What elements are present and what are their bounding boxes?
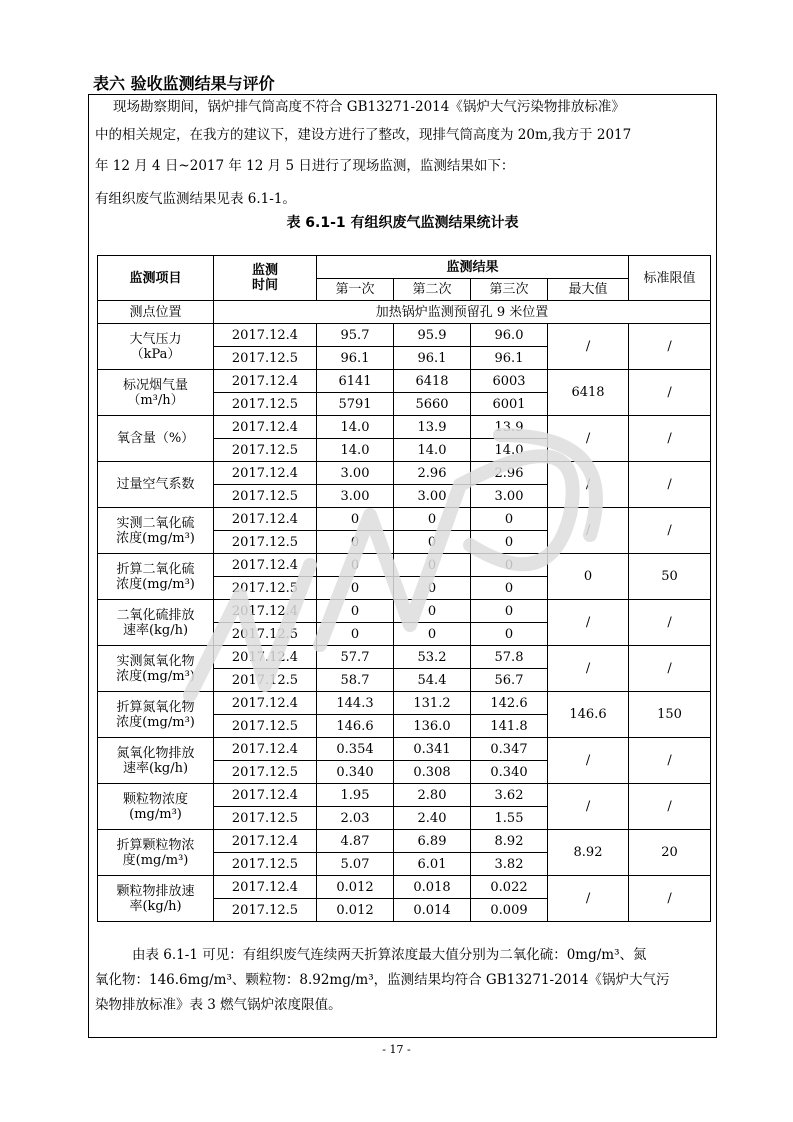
value-cell: 0	[394, 554, 471, 577]
header-results: 监测结果	[317, 256, 629, 279]
row-item-line-1: 氧含量（%）	[116, 431, 195, 446]
standard-cell: /	[629, 738, 711, 784]
date-cell: 2017.12.5	[214, 807, 317, 830]
value-cell: 0.014	[394, 899, 471, 922]
value-cell: 0	[394, 531, 471, 554]
max-cell: /	[548, 324, 629, 370]
header-item: 监测项目	[98, 256, 214, 301]
table-row	[98, 830, 711, 853]
date-cell: 2017.12.4	[214, 508, 317, 531]
value-cell: 6001	[471, 393, 548, 416]
max-cell: /	[548, 508, 629, 554]
date-cell: 2017.12.5	[214, 439, 317, 462]
standard-cell: /	[629, 600, 711, 646]
row-item-line-2: 速率(kg/h)	[122, 622, 189, 638]
standard-cell: 50	[629, 554, 711, 600]
value-cell: 142.6	[471, 692, 548, 715]
value-cell: 0	[471, 554, 548, 577]
table-row	[98, 600, 711, 623]
row-item-label	[98, 646, 214, 692]
row-item-line-1: 二氧化硫排放	[116, 607, 195, 623]
value-cell: 96.1	[317, 347, 394, 370]
date-cell: 2017.12.5	[214, 623, 317, 646]
value-cell: 0	[317, 554, 394, 577]
row-item-label	[98, 738, 214, 784]
location-value: 加热锅炉监测预留孔 9 米位置	[214, 301, 711, 324]
max-cell: /	[548, 600, 629, 646]
value-cell: 0	[471, 600, 548, 623]
value-cell: 5.07	[317, 853, 394, 876]
value-cell: 8.92	[471, 830, 548, 853]
row-item-line-1: 标况烟气量	[122, 377, 188, 393]
value-cell: 5791	[317, 393, 394, 416]
date-cell: 2017.12.4	[214, 692, 317, 715]
value-cell: 0	[471, 577, 548, 600]
header-time: 监测 时间	[214, 256, 317, 301]
value-cell: 58.7	[317, 669, 394, 692]
date-cell: 2017.12.5	[214, 531, 317, 554]
max-cell: /	[548, 416, 629, 462]
row-item-label	[98, 554, 214, 600]
value-cell: 2.96	[471, 462, 548, 485]
row-item-line-1: 大气压力	[129, 331, 182, 347]
date-cell: 2017.12.4	[214, 600, 317, 623]
location-label: 测点位置	[98, 301, 214, 324]
monitoring-results-table	[97, 255, 711, 922]
value-cell: 0.347	[471, 738, 548, 761]
row-item-label	[98, 830, 214, 876]
value-cell: 2.96	[394, 462, 471, 485]
row-item-line-1: 折算氮氧化物	[116, 699, 195, 715]
value-cell: 136.0	[394, 715, 471, 738]
max-cell: /	[548, 462, 629, 508]
value-cell: 57.8	[471, 646, 548, 669]
page-number: - 17 -	[382, 1043, 411, 1056]
value-cell: 54.4	[394, 669, 471, 692]
table-row	[98, 692, 711, 715]
standard-cell: /	[629, 784, 711, 830]
value-cell: 0	[317, 600, 394, 623]
header-standard: 标准限值	[629, 256, 711, 301]
table-row	[98, 646, 711, 669]
row-item-line-1: 颗粒物浓度	[122, 791, 188, 807]
table-row	[98, 324, 711, 347]
date-cell: 2017.12.4	[214, 416, 317, 439]
row-item-line-1: 实测氮氧化物	[116, 653, 195, 669]
value-cell: 0.012	[317, 899, 394, 922]
row-item-line-2: （m³/h）	[127, 392, 184, 408]
value-cell: 6141	[317, 370, 394, 393]
value-cell: 2.80	[394, 784, 471, 807]
value-cell: 0.308	[394, 761, 471, 784]
date-cell: 2017.12.5	[214, 761, 317, 784]
standard-cell: /	[629, 462, 711, 508]
value-cell: 1.55	[471, 807, 548, 830]
value-cell: 6.89	[394, 830, 471, 853]
value-cell: 14.0	[471, 439, 548, 462]
standard-cell: 20	[629, 830, 711, 876]
value-cell: 0	[317, 508, 394, 531]
table-row	[98, 554, 711, 577]
row-item-line-2: 浓度(mg/m³)	[116, 668, 195, 684]
max-cell: /	[548, 738, 629, 784]
date-cell: 2017.12.4	[214, 554, 317, 577]
standard-cell: /	[629, 646, 711, 692]
max-cell: 8.92	[548, 830, 629, 876]
date-cell: 2017.12.4	[214, 646, 317, 669]
value-cell: 14.0	[317, 439, 394, 462]
value-cell: 141.8	[471, 715, 548, 738]
row-item-line-1: 折算颗粒物浓	[116, 837, 195, 853]
value-cell: 0	[394, 577, 471, 600]
row-item-line-2: （kPa）	[130, 346, 181, 362]
value-cell: 6418	[394, 370, 471, 393]
max-cell: /	[548, 876, 629, 922]
row-item-label	[98, 692, 214, 738]
date-cell: 2017.12.4	[214, 462, 317, 485]
date-cell: 2017.12.5	[214, 393, 317, 416]
value-cell: 4.87	[317, 830, 394, 853]
value-cell: 0	[394, 623, 471, 646]
value-cell: 96.0	[471, 324, 548, 347]
value-cell: 144.3	[317, 692, 394, 715]
value-cell: 0	[394, 508, 471, 531]
value-cell: 0	[317, 623, 394, 646]
header-third: 第三次	[471, 279, 548, 301]
date-cell: 2017.12.4	[214, 738, 317, 761]
row-item-label	[98, 876, 214, 922]
date-cell: 2017.12.4	[214, 876, 317, 899]
value-cell: 3.62	[471, 784, 548, 807]
row-item-label	[98, 324, 214, 370]
value-cell: 6003	[471, 370, 548, 393]
date-cell: 2017.12.5	[214, 577, 317, 600]
value-cell: 13.9	[471, 416, 548, 439]
date-cell: 2017.12.5	[214, 485, 317, 508]
table-row	[98, 370, 711, 393]
value-cell: 146.6	[317, 715, 394, 738]
value-cell: 14.0	[317, 416, 394, 439]
table-row	[98, 876, 711, 899]
date-cell: 2017.12.4	[214, 324, 317, 347]
header-second: 第二次	[394, 279, 471, 301]
value-cell: 95.7	[317, 324, 394, 347]
row-item-line-1: 折算二氧化硫	[116, 561, 195, 577]
value-cell: 0	[471, 508, 548, 531]
value-cell: 0.009	[471, 899, 548, 922]
value-cell: 56.7	[471, 669, 548, 692]
value-cell: 96.1	[394, 347, 471, 370]
value-cell: 0	[471, 531, 548, 554]
max-cell: /	[548, 784, 629, 830]
intro-line-4: 有组织废气监测结果见表 6.1-1。	[95, 191, 296, 207]
standard-cell: /	[629, 370, 711, 416]
value-cell: 3.00	[394, 485, 471, 508]
value-cell: 14.0	[394, 439, 471, 462]
intro-line-2: 中的相关规定，在我方的建议下，建设方进行了整改，现排气筒高度为 20m,我方于 2017	[95, 127, 632, 143]
row-item-line-2: 浓度(mg/m³)	[116, 714, 195, 730]
date-cell: 2017.12.5	[214, 669, 317, 692]
value-cell: 0.012	[317, 876, 394, 899]
row-item-line-1: 颗粒物排放速	[116, 883, 195, 899]
standard-cell: /	[629, 876, 711, 922]
row-item-line-2: 速率(kg/h)	[122, 760, 189, 776]
value-cell: 0	[317, 531, 394, 554]
value-cell: 0	[394, 600, 471, 623]
row-item-line-2: 浓度(mg/m³)	[116, 530, 195, 546]
date-cell: 2017.12.5	[214, 853, 317, 876]
standard-cell: 150	[629, 692, 711, 738]
value-cell: 0.018	[394, 876, 471, 899]
value-cell: 53.2	[394, 646, 471, 669]
row-item-label	[98, 370, 214, 416]
value-cell: 3.00	[317, 462, 394, 485]
value-cell: 1.95	[317, 784, 394, 807]
intro-line-1: 现场勘察期间，锅炉排气筒高度不符合 GB13271-2014《锅炉大气污染物排放标准》	[113, 99, 625, 115]
conclusion-line-1: 由表 6.1-1 可见：有组织废气连续两天折算浓度最大值分别为二氧化硫：0mg/m³、氮	[132, 947, 647, 963]
value-cell: 6.01	[394, 853, 471, 876]
row-item-line-1: 氮氧化物排放	[116, 745, 195, 761]
value-cell: 0.340	[317, 761, 394, 784]
value-cell: 57.7	[317, 646, 394, 669]
value-cell: 2.03	[317, 807, 394, 830]
standard-cell: /	[629, 508, 711, 554]
date-cell: 2017.12.4	[214, 830, 317, 853]
header-first: 第一次	[317, 279, 394, 301]
row-item-line-2: 率(kg/h)	[129, 898, 182, 914]
row-item-line-1: 实测二氧化硫	[116, 515, 195, 531]
table-row	[98, 462, 711, 485]
max-cell: 146.6	[548, 692, 629, 738]
standard-cell: /	[629, 324, 711, 370]
max-cell: 6418	[548, 370, 629, 416]
row-item-label	[98, 462, 214, 508]
row-item-label	[98, 784, 214, 830]
table-row	[98, 738, 711, 761]
header-max: 最大值	[548, 279, 629, 301]
value-cell: 0.341	[394, 738, 471, 761]
table-row	[98, 508, 711, 531]
value-cell: 13.9	[394, 416, 471, 439]
section-title: 表六 验收监测结果与评价	[93, 74, 275, 93]
value-cell: 0.354	[317, 738, 394, 761]
date-cell: 2017.12.5	[214, 899, 317, 922]
value-cell: 5660	[394, 393, 471, 416]
row-item-line-2: (mg/m³)	[129, 806, 182, 822]
row-item-line-2: 度(mg/m³)	[122, 852, 189, 868]
row-item-label	[98, 508, 214, 554]
value-cell: 131.2	[394, 692, 471, 715]
conclusion-line-2: 氧化物：146.6mg/m³、颗粒物：8.92mg/m³，监测结果均符合 GB13271-2014《锅炉大气污	[95, 972, 670, 988]
value-cell: 0	[471, 623, 548, 646]
value-cell: 95.9	[394, 324, 471, 347]
value-cell: 96.1	[471, 347, 548, 370]
value-cell: 2.40	[394, 807, 471, 830]
date-cell: 2017.12.4	[214, 784, 317, 807]
max-cell: /	[548, 646, 629, 692]
intro-line-3: 年 12 月 4 日~2017 年 12 月 5 日进行了现场监测，监测结果如下：	[95, 158, 515, 174]
table-row	[98, 784, 711, 807]
value-cell: 0.022	[471, 876, 548, 899]
row-item-label	[98, 600, 214, 646]
row-item-line-2: 浓度(mg/m³)	[116, 576, 195, 592]
value-cell: 0	[317, 577, 394, 600]
conclusion-line-3: 染物排放标准》表 3 燃气锅炉浓度限值。	[95, 997, 342, 1013]
value-cell: 3.82	[471, 853, 548, 876]
row-item-line-1: 过量空气系数	[116, 477, 195, 492]
standard-cell: /	[629, 416, 711, 462]
max-cell: 0	[548, 554, 629, 600]
value-cell: 0.340	[471, 761, 548, 784]
table-row	[98, 416, 711, 439]
value-cell: 3.00	[471, 485, 548, 508]
row-item-label	[98, 416, 214, 462]
date-cell: 2017.12.5	[214, 347, 317, 370]
date-cell: 2017.12.5	[214, 715, 317, 738]
value-cell: 3.00	[317, 485, 394, 508]
table-title: 表 6.1-1 有组织废气监测结果统计表	[286, 215, 519, 231]
date-cell: 2017.12.4	[214, 370, 317, 393]
